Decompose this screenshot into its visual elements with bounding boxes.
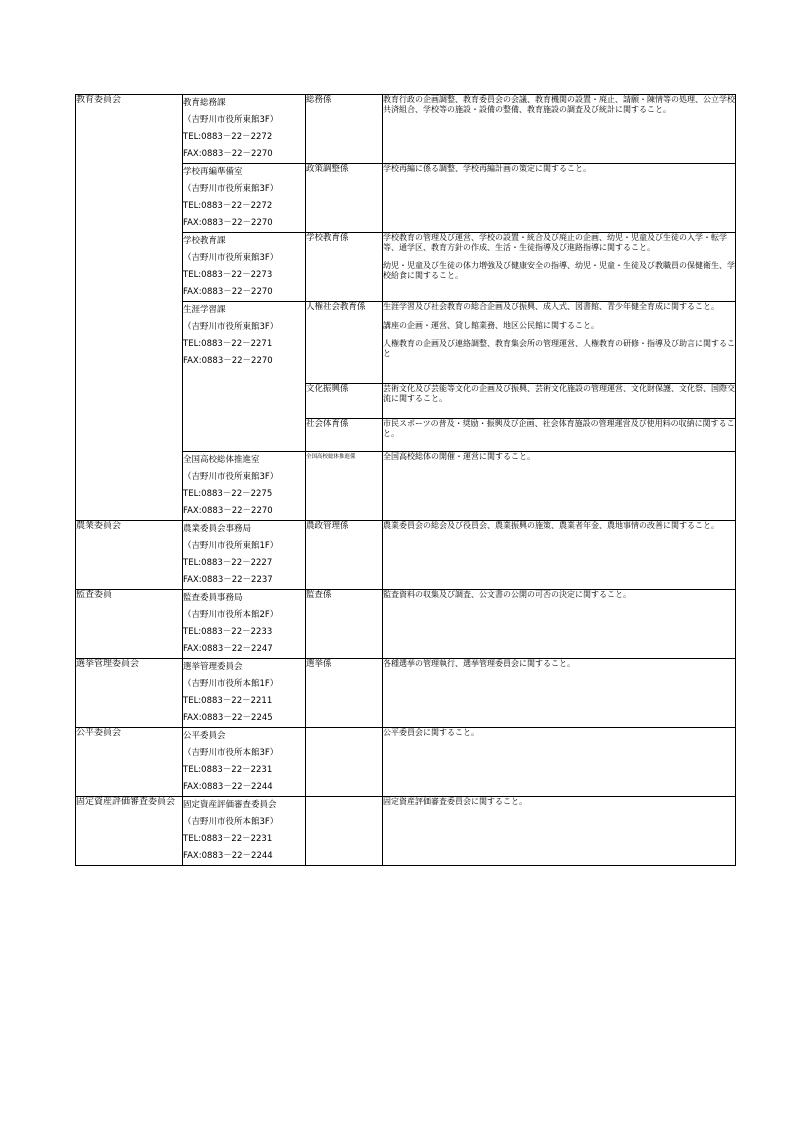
office-name: 全国高校総体推進室 (183, 455, 260, 465)
office-tel: TEL:0883－22－2231 (183, 834, 273, 844)
section-cell: 監査係 (306, 590, 383, 659)
office-location: （吉野川市役所本館2F） (183, 610, 279, 620)
office-location: （吉野川市役所本館1F） (183, 679, 279, 689)
committee-cell: 監査委員 (76, 590, 183, 659)
office-tel: TEL:0883－22－2272 (183, 201, 273, 211)
committee-cell: 公平委員会 (76, 728, 183, 797)
duty-cell: 全国高校総体の開催・運営に関すること。 (383, 452, 736, 521)
office-tel: TEL:0883－22－2227 (183, 558, 273, 568)
office-name: 監査委員事務局 (183, 593, 243, 603)
office-cell (183, 95, 306, 164)
office-location: （吉野川市役所東館3F） (183, 472, 279, 482)
office-cell (183, 728, 306, 797)
office-name: 学校再編準備室 (183, 167, 243, 177)
office-name: 農業委員会事務局 (183, 524, 252, 534)
office-cell (183, 797, 306, 866)
duty-cell: 各種選挙の管理執行、選挙管理委員会に関すること。 (383, 659, 736, 728)
committee-cell: 農業委員会 (76, 521, 183, 590)
duty-cell: 公平委員会に関すること。 (383, 728, 736, 797)
office-fax: FAX:0883－22－2270 (183, 149, 273, 159)
office-tel: TEL:0883－22－2271 (183, 339, 273, 349)
duty-cell: 教育行政の企画調整、教育委員会の会議、教育機関の設置・廃止、請願・陳情等の処理、公立学校共済組合、学校等の施設・設備の整備、教育施設の調査及び統計に関すること。 (383, 95, 736, 164)
office-fax: FAX:0883－22－2270 (183, 356, 273, 366)
section-cell (306, 728, 383, 797)
office-name: 教育総務課 (183, 98, 226, 108)
table-row (76, 659, 736, 728)
section-cell: 選挙係 (306, 659, 383, 728)
office-cell (183, 452, 306, 521)
office-fax: FAX:0883－22－2244 (183, 782, 273, 792)
office-fax: FAX:0883－22－2247 (183, 644, 273, 654)
office-tel: TEL:0883－22－2211 (183, 696, 273, 706)
section-cell: 文化振興係 (306, 384, 383, 419)
office-location: （吉野川市役所東館3F） (183, 115, 279, 125)
section-cell: 全国高校総体推進係 (306, 452, 383, 521)
office-name: 選挙管理委員会 (183, 662, 243, 672)
section-cell: 学校教育係 (306, 233, 383, 302)
office-tel: TEL:0883－22－2272 (183, 132, 273, 142)
office-name: 公平委員会 (183, 731, 226, 741)
office-fax: FAX:0883－22－2270 (183, 218, 273, 228)
office-tel: TEL:0883－22－2233 (183, 627, 273, 637)
committee-cell: 固定資産評価審査委員会 (76, 797, 183, 866)
duty-paragraph: 人権教育の企画及び連絡調整、教育集会所の管理運営、人権教育の研修・指導及び助言に関すること (383, 339, 735, 358)
office-cell (183, 233, 306, 302)
office-fax: FAX:0883－22－2245 (183, 713, 273, 723)
duty-cell: 学校再編に係る調整、学校再編計画の策定に関すること。 (383, 164, 736, 233)
organization-table (75, 94, 736, 866)
committee-cell: 選挙管理委員会 (76, 659, 183, 728)
office-tel: TEL:0883－22－2273 (183, 270, 273, 280)
table-row (76, 590, 736, 659)
office-cell (183, 164, 306, 233)
office-fax: FAX:0883－22－2270 (183, 506, 273, 516)
office-name: 学校教育課 (183, 236, 226, 246)
duty-cell: 監査資料の収集及び調査、公文書の公開の可否の決定に関すること。 (383, 590, 736, 659)
duty-paragraph: 幼児・児童及び生徒の体力増強及び健康安全の指導、幼児・児童・生徒及び教職員の保健衛生、学校給食に関すること。 (383, 261, 735, 280)
office-cell (183, 590, 306, 659)
office-location: （吉野川市役所東館3F） (183, 253, 279, 263)
office-tel: TEL:0883－22－2231 (183, 765, 273, 775)
office-cell (183, 302, 306, 452)
duty-cell (383, 233, 736, 302)
office-location: （吉野川市役所本館3F） (183, 817, 279, 827)
table-row (76, 521, 736, 590)
office-cell (183, 659, 306, 728)
office-fax: FAX:0883－22－2237 (183, 575, 273, 585)
office-name: 生涯学習課 (183, 305, 226, 315)
office-fax: FAX:0883－22－2244 (183, 851, 273, 861)
office-location: （吉野川市役所本館3F） (183, 748, 279, 758)
duty-paragraph: 生涯学習及び社会教育の総合企画及び振興、成人式、図書館、青少年健全育成に関すること。 (383, 302, 719, 311)
committee-cell: 教育委員会 (76, 95, 183, 521)
duty-cell: 農業委員会の総会及び役員会、農業振興の施策、農業者年金、農地事情の改善に関すること。 (383, 521, 736, 590)
duty-cell: 市民スポーツの普及・奨励・振興及び企画、社会体育施設の管理運営及び使用料の収納に関すること。 (383, 419, 736, 452)
section-cell: 総務係 (306, 95, 383, 164)
section-cell: 社会体育係 (306, 419, 383, 452)
table-row (76, 728, 736, 797)
table-row (76, 797, 736, 866)
duty-paragraph: 講座の企画・運営、貸し館業務、地区公民館に関すること。 (383, 320, 599, 330)
office-location: （吉野川市役所東館1F） (183, 541, 279, 551)
office-location: （吉野川市役所東館3F） (183, 184, 279, 194)
section-cell: 政策調整係 (306, 164, 383, 233)
section-cell: 人権社会教育係 (306, 302, 383, 384)
duty-cell: 芸術文化及び芸能等文化の企画及び振興、芸術文化施設の管理運営、文化財保護、文化祭、国際交流に関すること。 (383, 384, 736, 419)
office-cell (183, 521, 306, 590)
duty-cell (383, 302, 736, 384)
duty-paragraph: 学校教育の管理及び運営、学校の設置・統合及び廃止の企画、幼児・児童及び生徒の入学・転学等、通学区、教育方針の作成、生活・生徒指導及び進路指導に関すること。 (383, 233, 727, 252)
table-row (76, 95, 736, 164)
section-cell (306, 797, 383, 866)
office-fax: FAX:0883－22－2270 (183, 287, 273, 297)
section-cell: 農政管理係 (306, 521, 383, 590)
office-name: 固定資産評価審査委員会 (183, 800, 277, 810)
office-tel: TEL:0883－22－2275 (183, 489, 273, 499)
office-location: （吉野川市役所東館3F） (183, 322, 279, 332)
duty-cell: 固定資産評価審査委員会に関すること。 (383, 797, 736, 866)
